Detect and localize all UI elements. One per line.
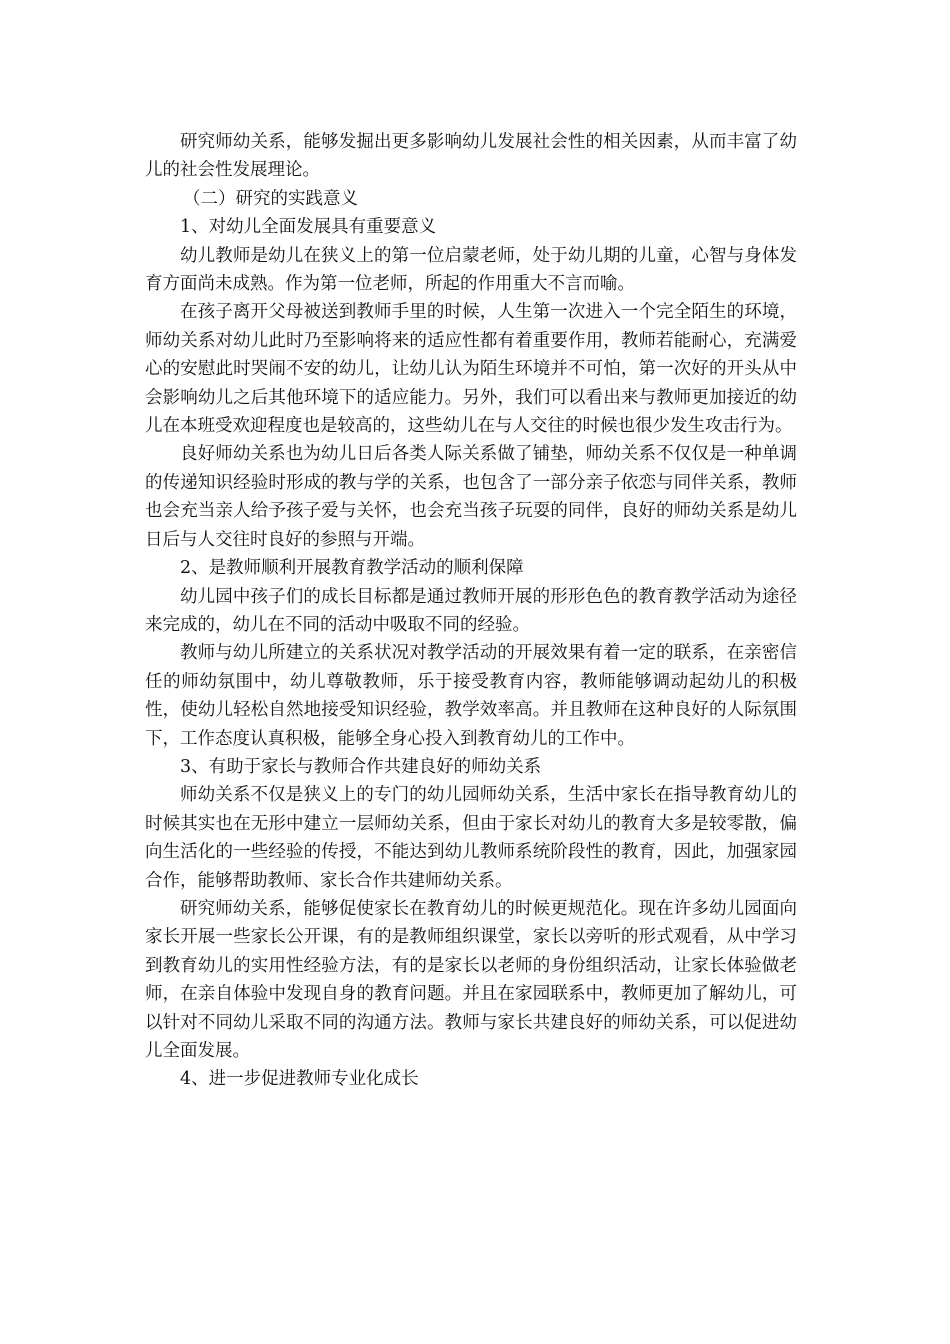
paragraph: 师幼关系不仅是狭义上的专门的幼儿园师幼关系，生活中家长在指导教育幼儿的时候其实也在无形中建立一层师幼关系，但由于家长对幼儿的教育大多是较零散，偏向生活化的一些经验的传授，不能达到幼儿教师系统阶段性的教育，因此，加强家园合作，能够帮助教师、家长合作共建师幼关系。 [145, 785, 797, 891]
paragraph: 幼儿教师是幼儿在狭义上的第一位启蒙老师，处于幼儿期的儿童，心智与身体发育方面尚未成熟。作为第一位老师，所起的作用重大不言而喻。 [145, 245, 797, 295]
paragraph: 教师与幼儿所建立的关系状况对教学活动的开展效果有着一定的联系，在亲密信任的师幼氛围中，幼儿尊敬教师，乐于接受教育内容，教师能够调动起幼儿的积极性，使幼儿轻松自然地接受知识经验，教学效率高。并且教师在这种良好的人际氛围下，工作态度认真积极，能够全身心投入到教育幼儿的工作中。 [145, 643, 797, 749]
subheading-2: 2、是教师顺利开展教育教学活动的顺利保障 [180, 558, 524, 579]
subheading-3: 3、有助于家长与教师合作共建良好的师幼关系 [180, 756, 542, 777]
paragraph: 良好师幼关系也为幼儿日后各类人际关系做了铺垫，师幼关系不仅仅是一种单调的传递知识经验时形成的教与学的关系，也包含了一部分亲子依恋与同伴关系，教师也会充当亲人给予孩子爱与关怀，也会充当孩子玩耍的同伴，良好的师幼关系是幼儿日后与人交往时良好的参照与开端。 [145, 444, 797, 550]
paragraph: 在孩子离开父母被送到教师手里的时候，人生第一次进入一个完全陌生的环境，师幼关系对幼儿此时乃至影响将来的适应性都有着重要作用，教师若能耐心，充满爱心的安慰此时哭闹不安的幼儿，让幼儿认为陌生环境并不可怕，第一次好的开头从中会影响幼儿之后其他环境下的适应能力。另外，我们可以看出来与教师更加接近的幼儿在本班受欢迎程度也是较高的，这些幼儿在与人交往的时候也很少发生攻击行为。 [145, 302, 797, 437]
document-body [145, 128, 797, 1094]
paragraph: 幼儿园中孩子们的成长目标都是通过教师开展的形形色色的教育教学活动为途径来完成的，幼儿在不同的活动中吸取不同的经验。 [145, 586, 797, 635]
paragraph: 研究师幼关系，能够促使家长在教育幼儿的时候更规范化。现在许多幼儿园面向家长开展一些家长公开课，有的是教师组织课堂，家长以旁听的形式观看，从中学习到教育幼儿的实用性经验方法，有的是家长以老师的身份组织活动，让家长体验做老师，在亲自体验中发现自身的教育问题。并且在家园联系中，教师更加了解幼儿，可以针对不同幼儿采取不同的沟通方法。教师与家长共建良好的师幼关系，可以促进幼儿全面发展。 [145, 898, 797, 1061]
subheading-1: 1、对幼儿全面发展具有重要意义 [180, 217, 437, 238]
section-heading-practical-significance: （二）研究的实践意义 [183, 188, 358, 209]
paragraph-theory-significance: 研究师幼关系，能够发掘出更多影响幼儿发展社会性的相关因素，从而丰富了幼儿的社会性发展理论。 [145, 132, 797, 181]
subheading-4: 4、进一步促进教师专业化成长 [180, 1069, 419, 1090]
